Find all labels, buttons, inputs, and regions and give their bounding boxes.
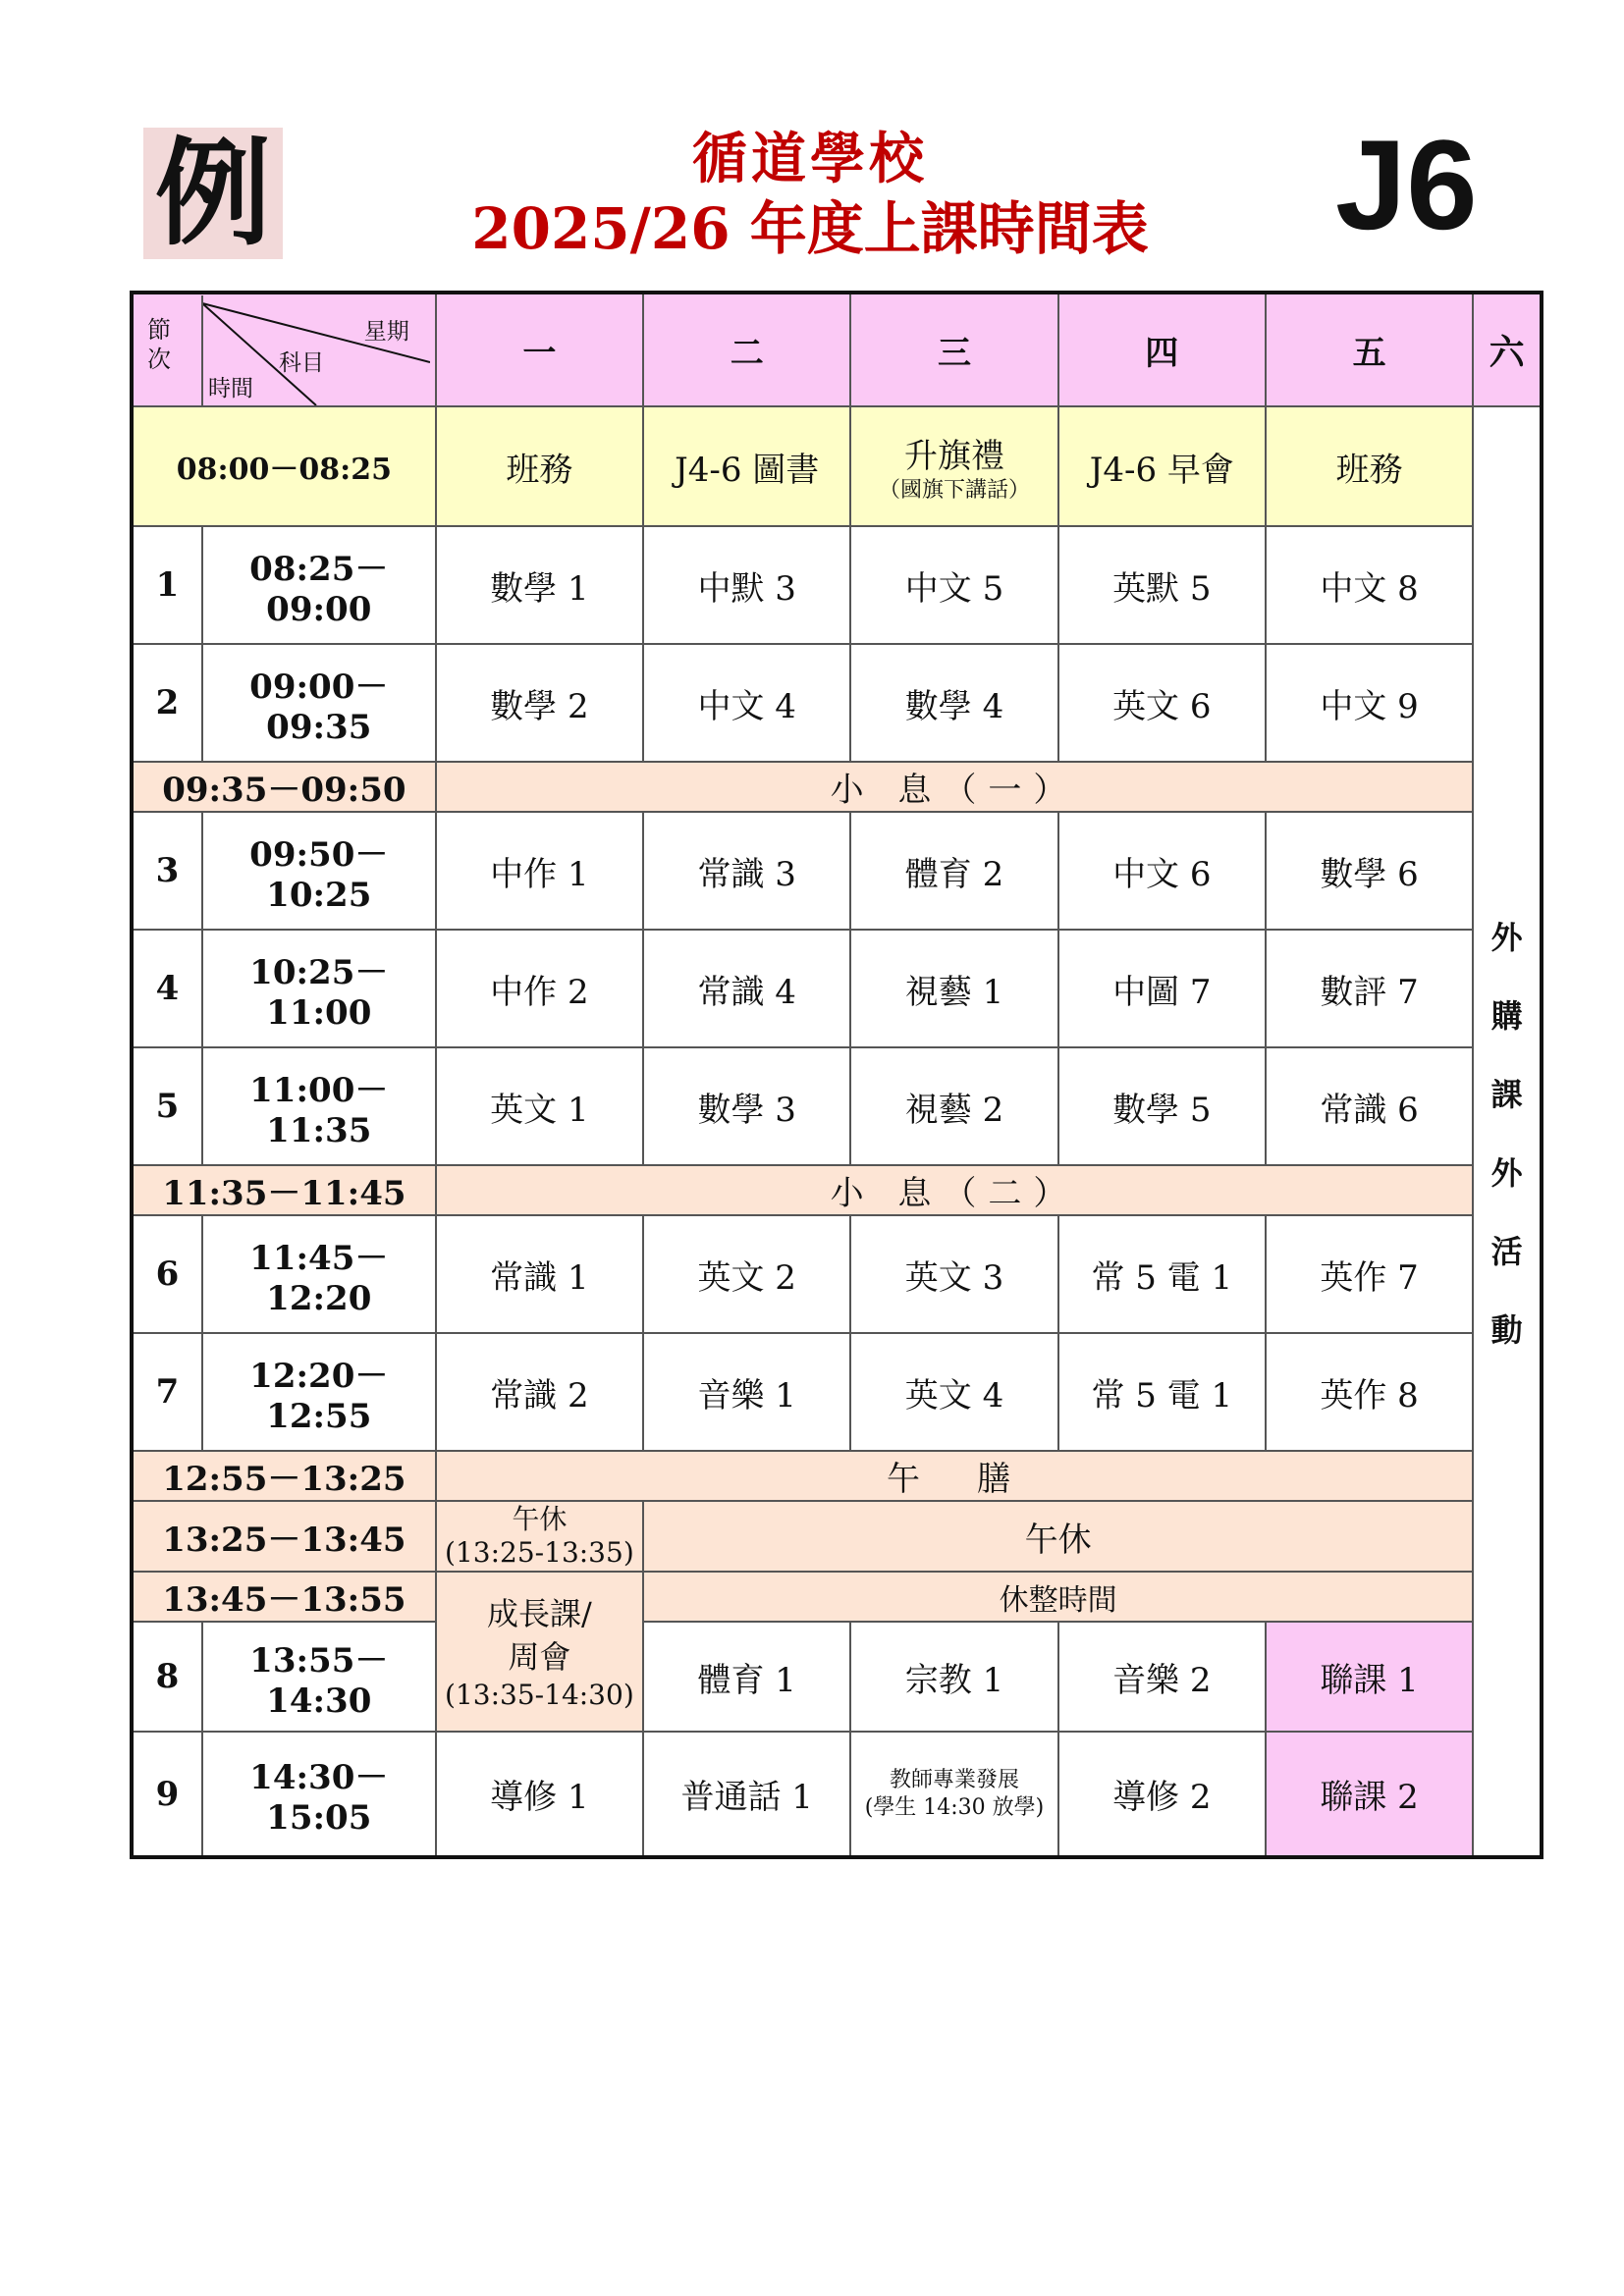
corner-period-label: 節次	[147, 315, 171, 373]
period-row	[132, 526, 1542, 644]
lesson-cell: 數評 7	[1266, 930, 1473, 1047]
lesson-cell: 數學 3	[643, 1047, 850, 1165]
lesson-cell: 中文 5	[850, 526, 1057, 644]
lesson-cell: 中作 2	[436, 930, 643, 1047]
lesson-cell: 常識 2	[436, 1333, 643, 1451]
lesson-cell: 英作 8	[1266, 1333, 1473, 1451]
timetable	[130, 291, 1543, 1859]
lesson-cell: 中文 6	[1058, 812, 1266, 930]
corner-time-label: 時間	[208, 375, 253, 401]
teacher-dev-line1: 教師專業發展	[889, 1767, 1019, 1792]
period-row	[132, 1215, 1542, 1333]
class-code: J6	[1335, 113, 1478, 256]
teacher-dev-line2: (學生 14:30 放學)	[864, 1794, 1045, 1820]
assembly-fri: 班務	[1266, 406, 1473, 526]
growth-lesson	[436, 1572, 643, 1732]
period-time: 09:00－09:35	[202, 644, 436, 762]
lesson-cell: 中默 3	[643, 526, 850, 644]
growth-time: (13:35-14:30)	[445, 1678, 634, 1711]
lesson-cell: 視藝 1	[850, 930, 1057, 1047]
period-row	[132, 1622, 1542, 1732]
lesson-cell: 英文 1	[436, 1047, 643, 1165]
period-row	[132, 930, 1542, 1047]
sat-char: 外	[1490, 1153, 1523, 1192]
sat-char: 活	[1490, 1232, 1523, 1270]
lesson-cell: 數學 1	[436, 526, 643, 644]
lesson-cell: 中文 8	[1266, 526, 1473, 644]
lunch-row	[132, 1451, 1542, 1501]
break2-label: 小 息（二）	[436, 1165, 1473, 1215]
saturday-activities	[1473, 406, 1542, 1857]
assembly-tue: J4-6 圖書	[643, 406, 850, 526]
rest-mon-time: (13:25-13:35)	[445, 1536, 634, 1569]
assembly-row	[132, 406, 1542, 526]
day-thu: 四	[1058, 293, 1266, 406]
period-number: 6	[132, 1215, 202, 1333]
period-time: 11:45－12:20	[202, 1215, 436, 1333]
lesson-cell: 導修 2	[1058, 1732, 1266, 1857]
lunch-time: 12:55－13:25	[132, 1451, 436, 1501]
lesson-cell: 數學 5	[1058, 1047, 1266, 1165]
period-row	[132, 644, 1542, 762]
rest-time: 13:25－13:45	[132, 1501, 436, 1572]
period-number: 1	[132, 526, 202, 644]
break-row	[132, 1165, 1542, 1215]
sat-char: 外	[1490, 918, 1523, 956]
assembly-thu: J4-6 早會	[1058, 406, 1266, 526]
lesson-cell: 英作 7	[1266, 1215, 1473, 1333]
rest-row	[132, 1501, 1542, 1572]
rest-label: 午休	[643, 1501, 1473, 1572]
assembly-wed	[850, 406, 1057, 526]
period-number: 2	[132, 644, 202, 762]
day-mon: 一	[436, 293, 643, 406]
day-sat: 六	[1473, 293, 1542, 406]
period-time: 13:55－14:30	[202, 1622, 436, 1732]
corner-cell	[132, 293, 436, 406]
lesson-cell: 音樂 2	[1058, 1622, 1266, 1732]
rest-mon-label: 午休	[512, 1503, 568, 1535]
lesson-cell: 英文 6	[1058, 644, 1266, 762]
lesson-cell: 普通話 1	[643, 1732, 850, 1857]
period-number: 8	[132, 1622, 202, 1732]
period-time: 11:00－11:35	[202, 1047, 436, 1165]
growth-line1: 成長課/	[487, 1594, 592, 1632]
period-time: 10:25－11:00	[202, 930, 436, 1047]
lesson-cell: 數學 4	[850, 644, 1057, 762]
lesson-cell: 導修 1	[436, 1732, 643, 1857]
period-time: 12:20－12:55	[202, 1333, 436, 1451]
period-time: 14:30－15:05	[202, 1732, 436, 1857]
lesson-cell: 英文 2	[643, 1215, 850, 1333]
period-row	[132, 1732, 1542, 1857]
lesson-cell: 常 5 電 1	[1058, 1333, 1266, 1451]
corner-subject-label: 科目	[279, 349, 324, 376]
day-wed: 三	[850, 293, 1057, 406]
lesson-cell: 聯課 1	[1266, 1622, 1473, 1732]
flag-speech-note: （國旗下講話）	[878, 477, 1030, 503]
lesson-cell: 中文 4	[643, 644, 850, 762]
period-row	[132, 812, 1542, 930]
lesson-cell: 中圖 7	[1058, 930, 1266, 1047]
growth-line2: 周會	[508, 1637, 571, 1676]
period-time: 08:25－09:00	[202, 526, 436, 644]
lesson-cell: 數學 6	[1266, 812, 1473, 930]
period-number: 3	[132, 812, 202, 930]
sat-char: 購	[1490, 996, 1523, 1035]
tidy-label: 休整時間	[643, 1572, 1473, 1622]
tidy-row	[132, 1572, 1542, 1622]
corner-weekday-label: 星期	[363, 318, 409, 345]
day-fri: 五	[1266, 293, 1473, 406]
break1-label: 小 息（一）	[436, 762, 1473, 812]
tidy-time: 13:45－13:55	[132, 1572, 436, 1622]
lesson-cell: 音樂 1	[643, 1333, 850, 1451]
period-number: 5	[132, 1047, 202, 1165]
period-number: 9	[132, 1732, 202, 1857]
timetable-title: 2025/26 年度上課時間表	[471, 195, 1149, 262]
break1-time: 09:35－09:50	[132, 762, 436, 812]
assembly-time	[132, 406, 436, 526]
lesson-cell: 體育 1	[643, 1622, 850, 1732]
lesson-cell: 視藝 2	[850, 1047, 1057, 1165]
lesson-cell: 聯課 2	[1266, 1732, 1473, 1857]
period-row	[132, 1333, 1542, 1451]
sat-char: 課	[1490, 1075, 1523, 1113]
break2-time: 11:35－11:45	[132, 1165, 436, 1215]
assembly-time-text: 08:00－08:25	[176, 453, 392, 487]
rest-mon	[436, 1501, 643, 1572]
lesson-cell: 中文 9	[1266, 644, 1473, 762]
school-name: 循道學校	[692, 127, 928, 191]
period-number: 4	[132, 930, 202, 1047]
break-row	[132, 762, 1542, 812]
lesson-cell: 中作 1	[436, 812, 643, 930]
flag-ceremony: 升旗禮	[903, 436, 1004, 476]
lesson-cell: 英文 3	[850, 1215, 1057, 1333]
lesson-cell: 常識 6	[1266, 1047, 1473, 1165]
lesson-cell: 英文 4	[850, 1333, 1057, 1451]
period-number: 7	[132, 1333, 202, 1451]
lesson-cell: 數學 2	[436, 644, 643, 762]
lunch-label: 午 膳	[436, 1451, 1473, 1501]
sat-char: 動	[1490, 1310, 1523, 1349]
header-row	[132, 293, 1542, 406]
lesson-cell: 常識 1	[436, 1215, 643, 1333]
day-tue: 二	[643, 293, 850, 406]
example-mark: 例	[143, 128, 283, 259]
period-time: 09:50－10:25	[202, 812, 436, 930]
teacher-development	[850, 1732, 1057, 1857]
lesson-cell: 英默 5	[1058, 526, 1266, 644]
lesson-cell: 宗教 1	[850, 1622, 1057, 1732]
lesson-cell: 體育 2	[850, 812, 1057, 930]
lesson-cell: 常識 3	[643, 812, 850, 930]
lesson-cell: 常 5 電 1	[1058, 1215, 1266, 1333]
assembly-mon: 班務	[436, 406, 643, 526]
period-row	[132, 1047, 1542, 1165]
lesson-cell: 常識 4	[643, 930, 850, 1047]
